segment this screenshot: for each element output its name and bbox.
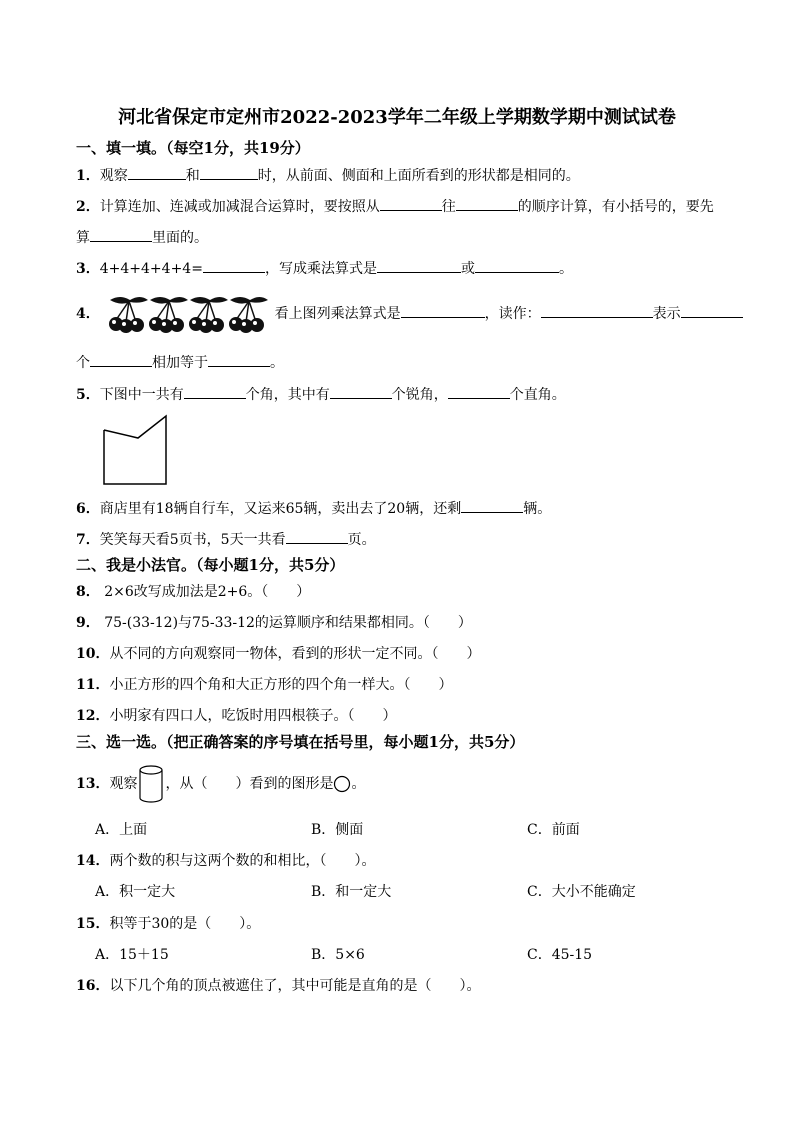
answer-blank[interactable] bbox=[377, 258, 461, 273]
question-4: 4． 看上图列乘法算式是 ，读作： 表示 bbox=[76, 294, 743, 334]
cherry-bunch-icon bbox=[109, 297, 148, 333]
answer-blank[interactable] bbox=[90, 352, 152, 367]
q13-option-b[interactable]: B．侧面 bbox=[311, 822, 364, 838]
answer-blank[interactable] bbox=[475, 258, 559, 273]
circle-icon bbox=[333, 775, 351, 793]
answer-blank[interactable] bbox=[184, 384, 246, 399]
q13-option-a[interactable]: A．上面 bbox=[95, 822, 148, 838]
question-2: 2．计算连加、连减或加减混合运算时，要按照从 往 的顺序计算，有小括号的，要先 bbox=[76, 196, 714, 217]
answer-blank[interactable] bbox=[448, 384, 510, 399]
cylinder-icon bbox=[137, 764, 165, 804]
question-10: 10．从不同的方向观察同一物体，看到的形状一定不同。（ ） bbox=[76, 646, 481, 662]
angle-figure bbox=[100, 412, 172, 488]
answer-blank[interactable] bbox=[681, 303, 743, 318]
answer-blank[interactable] bbox=[541, 303, 653, 318]
answer-blank[interactable] bbox=[200, 165, 258, 180]
pentagon-shape bbox=[104, 416, 166, 484]
question-9: 9． 75-(33-12)与75-33-12的运算顺序和结果都相同。（ ） bbox=[76, 615, 472, 631]
question-13: 13．观察 ，从（ ）看到的图形是 。 bbox=[76, 764, 365, 804]
answer-blank[interactable] bbox=[380, 196, 442, 211]
q13-option-c[interactable]: C．前面 bbox=[527, 822, 580, 838]
answer-blank[interactable] bbox=[456, 196, 518, 211]
q14-option-c[interactable]: C．大小不能确定 bbox=[527, 884, 636, 900]
answer-blank[interactable] bbox=[286, 529, 348, 544]
answer-blank[interactable] bbox=[401, 303, 485, 318]
exam-title: 河北省保定市定州市2022-2023学年二年级上学期数学期中测试试卷 bbox=[118, 107, 676, 128]
question-5: 5．下图中一共有 个角，其中有 个锐角， 个直角。 bbox=[76, 384, 566, 405]
question-15: 15．积等于30的是（ ）。 bbox=[76, 916, 261, 932]
answer-blank[interactable] bbox=[90, 227, 152, 242]
question-11: 11．小正方形的四个角和大正方形的四个角一样大。（ ） bbox=[76, 677, 453, 693]
q14-option-a[interactable]: A．积一定大 bbox=[95, 884, 176, 900]
question-12: 12．小明家有四口人，吃饭时用四根筷子。（ ） bbox=[76, 708, 397, 724]
answer-blank[interactable] bbox=[203, 258, 265, 273]
question-6: 6．商店里有18辆自行车，又运来65辆，卖出去了20辆，还剩 辆。 bbox=[76, 498, 551, 519]
cherries-image bbox=[106, 294, 268, 334]
question-7: 7．笑笑每天看5页书，5天一共看 页。 bbox=[76, 529, 376, 550]
question-2-cont: 算 里面的。 bbox=[76, 227, 208, 248]
question-4-cont: 个 相加等于 。 bbox=[76, 352, 284, 373]
section-1-heading: 一、填一填。（每空1分，共19分） bbox=[76, 139, 310, 157]
answer-blank[interactable] bbox=[128, 165, 186, 180]
section-2-heading: 二、我是小法官。（每小题1分，共5分） bbox=[76, 556, 345, 574]
question-14: 14．两个数的积与这两个数的和相比，（ ）。 bbox=[76, 853, 376, 869]
question-16: 16．以下几个角的顶点被遮住了，其中可能是直角的是（ ）。 bbox=[76, 978, 481, 994]
answer-blank[interactable] bbox=[330, 384, 392, 399]
answer-blank[interactable] bbox=[208, 352, 270, 367]
answer-blank[interactable] bbox=[461, 498, 523, 513]
q14-option-b[interactable]: B．和一定大 bbox=[311, 884, 392, 900]
q15-option-c[interactable]: C．45-15 bbox=[527, 947, 593, 963]
question-8: 8． 2×6改写成加法是2+6。（ ） bbox=[76, 584, 311, 600]
q15-option-b[interactable]: B．5×6 bbox=[311, 947, 365, 963]
section-3-heading: 三、选一选。（把正确答案的序号填在括号里，每小题1分，共5分） bbox=[76, 733, 525, 751]
question-3: 3．4+4+4+4+4= ，写成乘法算式是 或 。 bbox=[76, 258, 573, 279]
question-1: 1．观察 和 时，从前面、侧面和上面所看到的形状都是相同的。 bbox=[76, 165, 580, 186]
q15-option-a[interactable]: A．15＋15 bbox=[95, 947, 169, 963]
